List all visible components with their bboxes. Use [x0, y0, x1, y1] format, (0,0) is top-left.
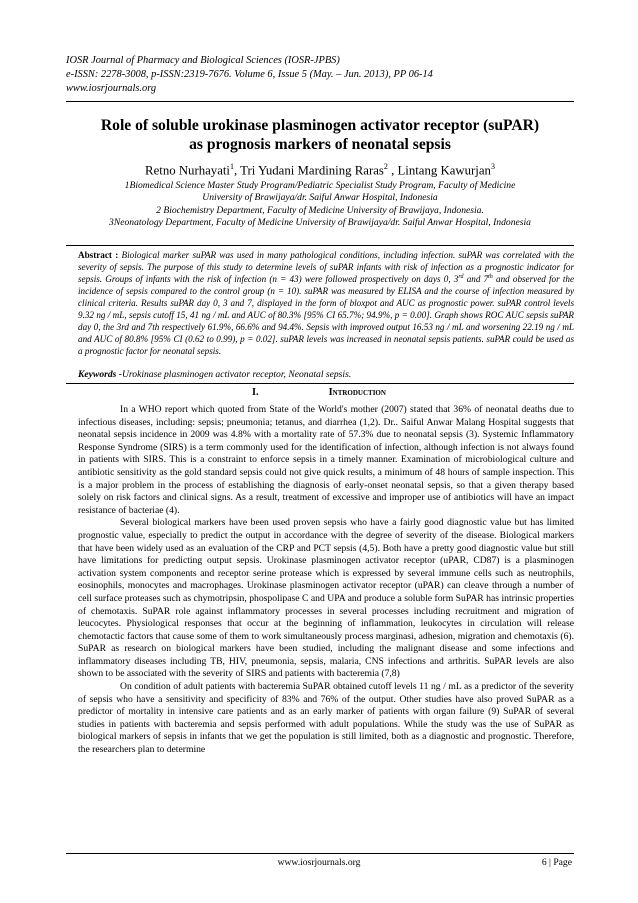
paragraph: In a WHO report which quoted from State of the World's mother (2007) stated that 36% of neonatal deaths due to infectious diseases, including: sepsis; pneumonia; tetanus, and diarrhea (1,2). Dr.. Saiful Anwar Malang Hospital suggests that neonatal sepsis incidence in 2009 was 4.8% with a mortality rate of 57.3% due to neonatal sepsis (3). Systemic Inflammatory Response Syndrome (SIRS) is a term commonly used for the identification of infection, although infection is not always found in patients with SIRS. This is a constraint to enforce sepsis in a timely manner. Examination of microbiological culture and antibiotic sensitivity as the gold standard sepsis could not give quick results, a minimum of 48 hours of sample inspection. This is a major problem in the process of establishing the diagnosis of early-onset neonatal sepsis, so that a given therapy based solely on risk factors and clinical signs. As a result, treatment of excessive and improper use of antibiotics will have an impact resistance of bacteriae (4).: [78, 404, 574, 516]
paper-title: [60, 116, 580, 154]
body-text: [78, 404, 574, 757]
footer-page-number: 6 | Page: [541, 857, 572, 868]
author-1-affil: 1: [229, 162, 234, 171]
journal-name: IOSR Journal of Pharmacy and Biological Sciences (IOSR-JPBS): [66, 55, 340, 66]
abstract-rule-top: [66, 245, 574, 246]
keywords-rule: [66, 383, 574, 384]
author-3-affil: 3: [490, 162, 495, 171]
author-2: , Tri Yudani Mardining Raras: [233, 163, 384, 178]
journal-url[interactable]: www.iosrjournals.org: [66, 83, 157, 94]
journal-header: [66, 54, 576, 96]
abstract-sup-th: th: [488, 274, 493, 281]
keywords: [78, 369, 574, 380]
abstract-label: Abstract :: [78, 250, 119, 260]
affiliation-3: 3Neonatology Department, Faculty of Medicine University of Brawijaya/dr. Saiful Anwar Hospital, Indonesia: [109, 216, 531, 228]
author-2-affil: 2: [383, 162, 388, 171]
abstract-text-1: Biological marker suPAR was used in many pathological conditions, including infection. suPAR was correlated with the severity of sepsis. The purpose of this study to determine levels of suPAR infants with risk of infection as a prognostic indicator for sepsis. Groups of infants with the risk of infection (n = 43) were followed prospectively on days 0, 3: [78, 250, 574, 285]
header-rule: [66, 101, 574, 102]
paragraph: On condition of adult patients with bacteremia SuPAR obtained cutoff levels 11 ng / mL as a predictor of the severity of sepsis who have a sensitivity and specificity of 83% and 76% of the output. Other studies have also proved SuPAR as a predictor of mortality in intensive care patients and as an early marker of patients with organ failure (9) SuPAR of several studies in patients with bacteremia and sepsis performed with adult populations. While the study was the use of SuPAR as biological markers of sepsis in infants that we get the population is still limited, both as a diagnostic and prognostic. Therefore, the researchers plan to determine: [78, 681, 574, 756]
footer-rule: [66, 853, 574, 854]
affiliation-2: 2 Biochemistry Department, Faculty of Medicine University of Brawijaya, Indonesia.: [156, 204, 484, 216]
abstract-text-3: and observed for the incidence of sepsis compared to the control group (n = 10). suPAR was measured by ELISA and the course of infection measured by clinical criteria. Results suPAR day 0, 3 and 7, displayed in the form of bloxpot and AUC as prognostic power. suPAR control levels 9.32 ng / mL, sepsis cutoff 15, 41 ng / mL and AUC of 80.3% [95% CI 65.7%; 94.9%, p = 0.00]. Graph shows ROC AUC sepsis suPAR day 0, the 3rd and 7th respectively 61.9%, 66.6% and 94.4%. Sepsis with improved output 16.53 ng / mL and worsening 22.19 ng / mL and AUC of 80.8% [95% CI (0.62 to 0.99), p = 0.02]. suPAR levels was increased in neonatal sepsis patients. suPAR could be used as a prognostic factor for neonatal sepsis.: [78, 274, 574, 357]
title-line-2: as prognosis markers of neonatal sepsis: [189, 136, 451, 153]
abstract-sup-rd: rd: [458, 274, 464, 281]
footer-site[interactable]: www.iosrjournals.org: [277, 857, 361, 868]
affiliation-1-cont: University of Brawijaya/dr. Saiful Anwar Hospital, Indonesia: [202, 192, 438, 204]
author-list: [60, 159, 580, 178]
section-heading: [0, 387, 638, 398]
affiliations: [66, 180, 574, 229]
author-1: Retno Nurhayati: [145, 163, 230, 178]
abstract: [78, 249, 574, 357]
abstract-text-2: and 7: [463, 274, 489, 285]
title-line-1: Role of soluble urokinase plasminogen activator receptor (suPAR): [100, 117, 540, 134]
journal-issn: e-ISSN: 2278-3008, p-ISSN:2319-7676. Volume 6, Issue 5 (May. – Jun. 2013), PP 06-14: [66, 69, 433, 80]
keywords-text: Urokinase plasminogen activator receptor, Neonatal sepsis.: [121, 369, 352, 380]
section-title: Introduction: [328, 387, 386, 398]
keywords-label: Keywords -: [78, 369, 122, 380]
author-3: , Lintang Kawurjan: [387, 163, 491, 178]
paragraph: Several biological markers have been used proven sepsis who have a fairly good diagnostic value but has limited prognostic value, especially to predict the output in accordance with the degree of severity of the disease. Biological markers that have been widely used as an evaluation of the CRP and PCT sepsis (4,5). Both have a pretty good diagnostic value but still have limitations for predicting output sepsis. Urokinase plasminogen activator receptor (uPAR, CD87) is a plasminogen activation system components and receptor serine protease which is expressed by several immune cells such as neutrophils, eosinophils, monocytes and macrophages. Urokinase plasminogen activator receptor (uPAR) can cleave through a number of cell surface proteases such as chymotripsin, phospolipase C and UPA and produce a soluble form SuPAR has intrinsic properties of chemotaxis. SuPAR role against inflammatory processes in several processes including recruitment and migration of leucocytes. Physiological responses that occur at the beginning of inflammation, leukocytes in circulation will release chemotactic factors that cause some of them to work simultaneously process marginasi, adhesion, migration and chemotaxis (6). SuPAR as research on biological markers have been studied, including the malignant disease and some infections and inflammatory diseases including TB, HIV, pneumonia, sepsis, malaria, CNS infections and arthritis. SuPAR levels are also shown to be associated with the severity of SIRS and patients with bacteremia (7,8): [78, 517, 574, 680]
section-number: I.: [252, 387, 259, 398]
affiliation-1: 1Biomedical Science Master Study Program/Pediatric Specialist Study Program, Faculty of Medicine: [124, 180, 516, 191]
